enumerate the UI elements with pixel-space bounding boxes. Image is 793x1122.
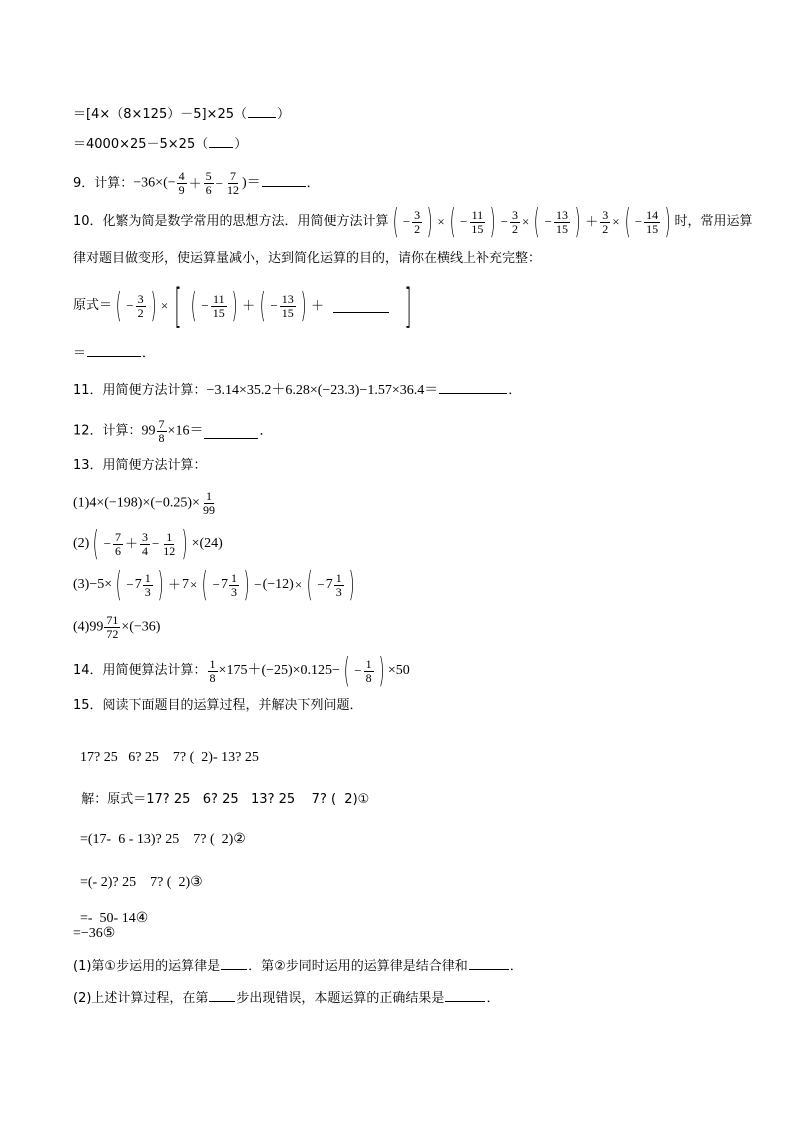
question-15-part-1: (1)第①步运用的运算律是 ．第②步同时运用的运算律是结合律和 ．: [73, 956, 523, 976]
question-15-step-4: =−36⑤: [73, 926, 116, 941]
answer-blank[interactable]: [333, 299, 389, 313]
fraction: $\frac{1}{3}$: [230, 570, 237, 599]
fraction: $\frac{71}{72}$: [106, 613, 119, 641]
fraction: $\frac{1}{12}$: [163, 529, 176, 558]
question-15-step-3: =- 50- 14④: [80, 911, 149, 926]
question-13-part-2: (2) ( − $\frac{7}{6}$ ＋ $\frac{3}{4}$ − $\frac{1}{12}$ ) ×(24): [73, 524, 223, 564]
fraction: $\frac{1}{3}$: [335, 570, 342, 599]
question-14: 14．用简便算法计算： $\frac{1}{8}$ ×175＋(−25)×0.125− ( − $\frac{1}{8}$ ) ×50: [73, 651, 410, 691]
fraction: $\frac{3}{2}$: [414, 207, 421, 236]
fraction: $\frac{3}{4}$: [141, 529, 148, 558]
question-13-part-3: (3)−5× ( −7 $\frac{1}{3}$ ) ＋7× ( −7 $\frac{1}{3}$ ) −(−12)× ( −7 $\frac{1}{3}$ ): [73, 565, 355, 605]
question-10-line-2: 律对题目做变形，使运算量减小，达到简化运算的目的，请你在横线上补充完整：: [73, 251, 542, 266]
question-10: 10．化繁为简是数学常用的思想方法．用简便方法计算 ( − $\frac{3}{2}$ ) × ( − $\frac{11}{15}$ ) − $\frac{3}{2}$ × ( − $\frac{13}{15}$ ) ＋ $\frac{3}{2}$ × ( − $\frac{14}{15}$ ) 时，常用运算: [73, 202, 753, 242]
question-15-part-2: (2)上述计算过程，在第 步出现错误，本题运算的正确结果是 ．: [73, 988, 499, 1008]
answer-blank[interactable]: [209, 988, 235, 1002]
step-line-1: ＝[4×（8×125）－5]×25（ ）: [73, 104, 290, 124]
step-line-2: ＝4000×25－5×25（ ）: [73, 134, 247, 154]
question-13-part-1: (1)4×(−198)×(−0.25)× $\frac{1}{99}$: [73, 489, 215, 517]
question-15-step-0: 解：原式＝17? 25 6? 25 13? 25 7? ( 2)①: [81, 792, 370, 807]
answer-blank[interactable]: [221, 956, 247, 970]
question-15-step-2: =(- 2)? 25 7? ( 2)③: [80, 875, 203, 890]
fraction: $\frac{1}{8}$: [209, 656, 216, 685]
fraction: $\frac{11}{15}$: [212, 291, 225, 320]
fraction: $\frac{7}{6}$: [114, 529, 121, 558]
fraction: $\frac{4}{9}$: [178, 169, 185, 197]
fraction: $\frac{7}{8}$: [158, 417, 165, 445]
question-13-part-4: (4)99 $\frac{71}{72}$ ×(−36): [73, 613, 161, 641]
question-15-expression: 17? 25 6? 25 7? ( 2)- 13? 25: [80, 750, 259, 765]
answer-blank[interactable]: [204, 425, 258, 439]
answer-blank[interactable]: [439, 380, 507, 394]
fraction: $\frac{1}{8}$: [365, 656, 372, 685]
fraction: $\frac{1}{3}$: [144, 570, 151, 599]
fraction: $\frac{3}{2}$: [511, 207, 518, 236]
fraction: $\frac{1}{99}$: [202, 489, 215, 517]
question-13: 13．用简便方法计算：: [73, 458, 207, 473]
question-15-step-1: =(17- 6 - 13)? 25 7? ( 2)②: [80, 832, 246, 847]
fraction: $\frac{13}{15}$: [281, 291, 294, 320]
answer-blank[interactable]: [87, 343, 141, 357]
question-9: 9．计算：−36×(− $\frac{4}{9}$ ＋ $\frac{5}{6}$ − $\frac{7}{12}$ )＝ ．: [73, 169, 320, 197]
fraction: $\frac{3}{2}$: [137, 291, 144, 320]
fraction: $\frac{13}{15}$: [555, 207, 568, 236]
answer-blank[interactable]: [469, 956, 509, 970]
question-10-result: ＝ ．: [73, 343, 155, 363]
fraction: $\frac{14}{15}$: [646, 207, 659, 236]
question-11: 11．用简便方法计算：−3.14×35.2＋6.28×(−23.3)−1.57×36.4＝ ．: [73, 380, 521, 400]
fraction: $\frac{11}{15}$: [471, 207, 484, 236]
answer-blank[interactable]: [445, 988, 485, 1002]
fraction: $\frac{7}{12}$: [227, 169, 239, 197]
answer-blank[interactable]: [262, 173, 306, 187]
question-12: 12．计算：99 $\frac{7}{8}$ ×16＝ ．: [73, 417, 273, 445]
fraction: $\frac{5}{6}$: [205, 169, 212, 197]
answer-blank[interactable]: [248, 104, 276, 118]
answer-blank[interactable]: [209, 134, 233, 148]
question-10-original: 原式＝ ( − $\frac{3}{2}$ ) × [ ( − $\frac{11}{15}$ ) ＋ ( − $\frac{13}{15}$ ) ＋ ]: [73, 279, 412, 333]
question-15: 15．阅读下面题目的运算过程，并解决下列问题．: [73, 698, 363, 713]
fraction: $\frac{3}{2}$: [602, 207, 609, 236]
